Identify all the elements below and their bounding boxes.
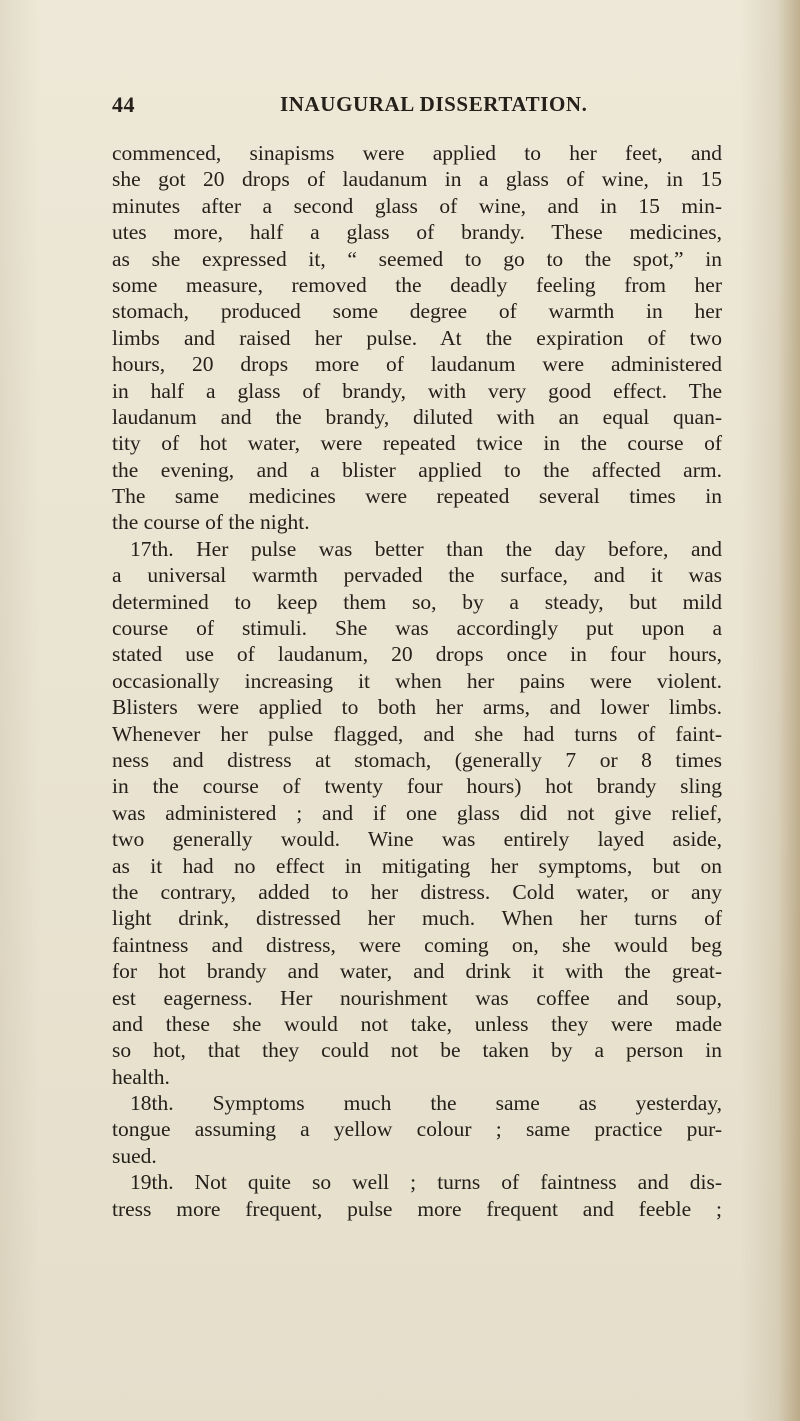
- text-line: as she expressed it, “ seemed to go to the spot,” in: [112, 246, 722, 271]
- text-line: in the course of twenty four hours) hot brandy sling: [112, 774, 722, 799]
- text-line: for hot brandy and water, and drink it with the great-: [112, 959, 722, 984]
- text-line: the contrary, added to her distress. Cold water, or any: [112, 879, 722, 904]
- text-line: sued.: [112, 1143, 157, 1168]
- text-line: stomach, produced some degree of warmth in her: [112, 299, 722, 324]
- text-line: stated use of laudanum, 20 drops once in four hours,: [112, 642, 722, 667]
- text-line: ness and distress at stomach, (generally 7 or 8 times: [112, 747, 722, 772]
- text-line: some measure, removed the deadly feeling from her: [112, 272, 722, 297]
- text-line: tity of hot water, were repeated twice in the course of: [112, 431, 722, 456]
- text-line: Whenever her pulse flagged, and she had turns of faint-: [112, 721, 722, 746]
- text-line: the course of the night.: [112, 510, 310, 535]
- text-line: commenced, sinapisms were applied to her feet, and: [112, 141, 722, 165]
- text-line: utes more, half a glass of brandy. These medicines,: [112, 220, 722, 245]
- text-line: 18th. Symptoms much the same as yesterday,: [130, 1091, 722, 1116]
- text-line: so hot, that they could not be taken by a person in: [112, 1038, 722, 1063]
- text-line: the evening, and a blister applied to the affected arm.: [112, 457, 722, 482]
- page-edge-shadow: [778, 0, 800, 1421]
- text-line: two generally would. Wine was entirely layed aside,: [112, 827, 722, 852]
- running-head-title: INAUGURAL DISSERTATION.: [280, 92, 588, 116]
- text-line: minutes after a second glass of wine, and in 15 min-: [112, 193, 722, 218]
- body-text: [112, 140, 722, 1222]
- text-line: occasionally increasing it when her pains were violent.: [112, 668, 722, 693]
- text-line: faintness and distress, were coming on, she would beg: [112, 932, 722, 957]
- text-line: as it had no effect in mitigating her symptoms, but on: [112, 853, 722, 878]
- text-line: determined to keep them so, by a steady, but mild: [112, 589, 722, 614]
- text-line: hours, 20 drops more of laudanum were administered: [112, 352, 722, 377]
- running-head: [112, 92, 732, 122]
- text-line: est eagerness. Her nourishment was coffee and soup,: [112, 985, 722, 1010]
- text-line: course of stimuli. She was accordingly put upon a: [112, 616, 722, 641]
- text-line: tongue assuming a yellow colour ; same practice pur-: [112, 1117, 722, 1142]
- text-line: laudanum and the brandy, diluted with an equal quan-: [112, 404, 722, 429]
- text-line: a universal warmth pervaded the surface, and it was: [112, 563, 722, 588]
- text-line: in half a glass of brandy, with very good effect. The: [112, 378, 722, 403]
- text-line: light drink, distressed her much. When her turns of: [112, 906, 722, 931]
- text-line: Blisters were applied to both her arms, and lower limbs.: [112, 695, 722, 720]
- text-line: 17th. Her pulse was better than the day before, and: [130, 536, 722, 561]
- text-line: was administered ; and if one glass did not give relief,: [112, 800, 722, 825]
- text-line: she got 20 drops of laudanum in a glass of wine, in 15: [112, 167, 722, 192]
- text-line: tress more frequent, pulse more frequent and feeble ;: [112, 1196, 722, 1221]
- text-line: and these she would not take, unless they were made: [112, 1011, 722, 1036]
- text-line: 19th. Not quite so well ; turns of faintness and dis-: [130, 1170, 722, 1195]
- text-line: The same medicines were repeated several times in: [112, 484, 722, 509]
- page-number: 44: [112, 92, 135, 117]
- text-line: limbs and raised her pulse. At the expiration of two: [112, 325, 722, 350]
- text-line: health.: [112, 1064, 170, 1089]
